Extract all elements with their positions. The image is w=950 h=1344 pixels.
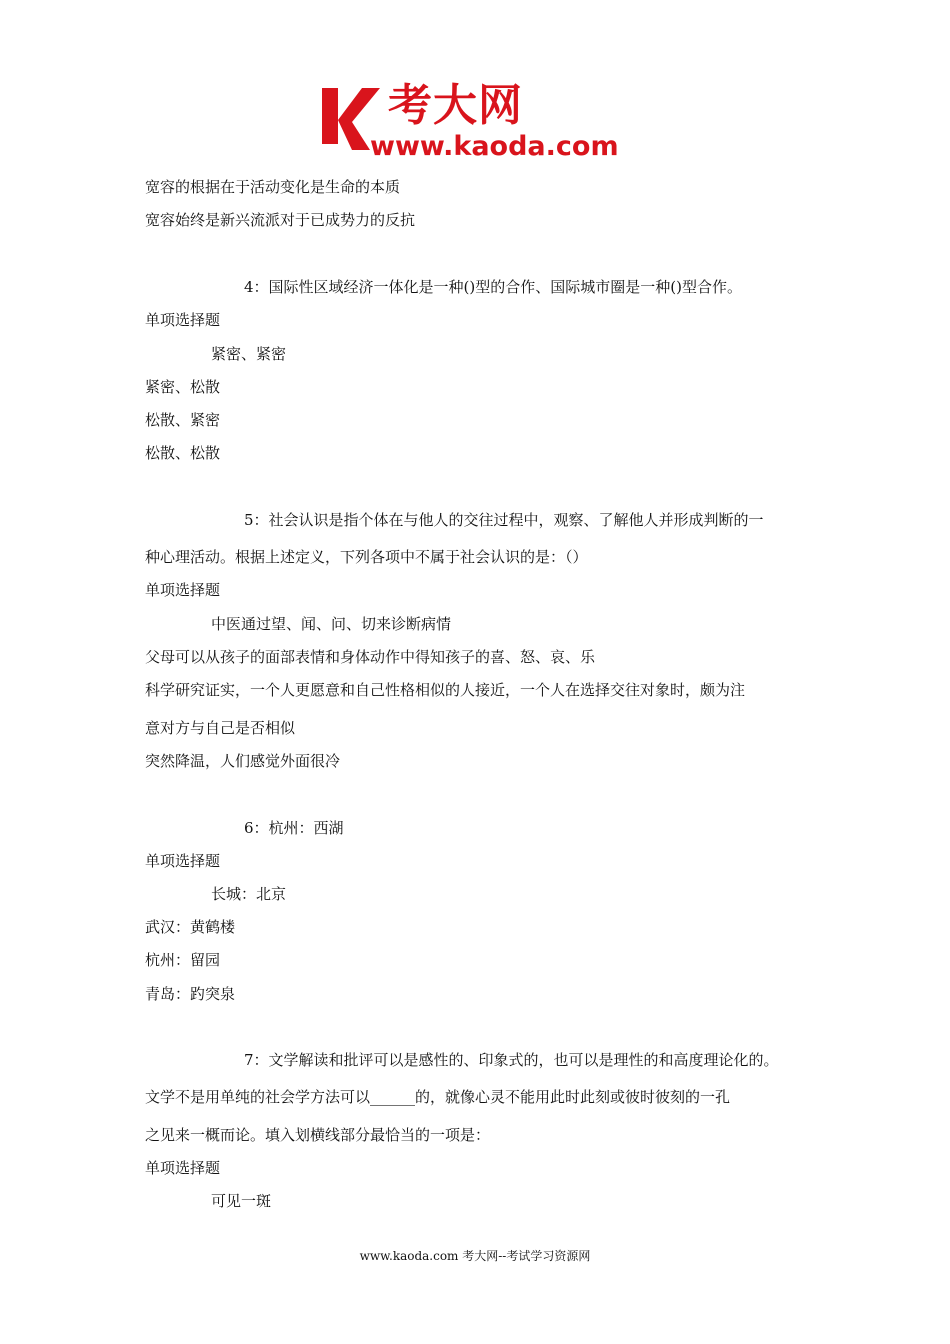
option-line: 杭州：留园 bbox=[145, 951, 221, 969]
question-type-label: 单项选择题 bbox=[145, 1159, 221, 1177]
option-line: 科学研究证实，一个人更愿意和自己性格相似的人接近，一个人在选择交往对象时，颇为注 bbox=[145, 681, 746, 699]
question-4-text: 4：国际性区域经济一体化是一种()型的合作、国际城市圈是一种()型合作。 bbox=[244, 278, 742, 296]
option-line: 突然降温，人们感觉外面很冷 bbox=[145, 752, 341, 770]
option-line: 可见一斑 bbox=[211, 1192, 272, 1210]
question-5-text-cont: 种心理活动。根据上述定义，下列各项中不属于社会认识的是：（） bbox=[145, 548, 588, 566]
option-line: 青岛：趵突泉 bbox=[145, 985, 236, 1003]
option-line: 松散、松散 bbox=[145, 444, 221, 462]
option-line: 松散、紧密 bbox=[145, 411, 221, 429]
logo-url-text: www.kaoda.com bbox=[370, 131, 619, 162]
option-line: 紧密、紧密 bbox=[211, 345, 287, 363]
question-7-text-cont: 之见来一概而论。填入划横线部分最恰当的一项是： bbox=[145, 1126, 491, 1144]
option-line: 宽容的根据在于活动变化是生命的本质 bbox=[145, 178, 401, 196]
question-6-text: 6：杭州：西湖 bbox=[244, 819, 344, 837]
question-7-text: 7：文学解读和批评可以是感性的、印象式的，也可以是理性的和高度理论化的。 bbox=[244, 1051, 779, 1069]
question-5-text: 5：社会认识是指个体在与他人的交往过程中，观察、了解他人并形成判断的一 bbox=[244, 511, 764, 529]
page-footer: www.kaoda.com 考大网--考试学习资源网 bbox=[359, 1249, 591, 1263]
option-line: 宽容始终是新兴流派对于已成势力的反抗 bbox=[145, 211, 416, 229]
question-7-text-cont: 文学不是用单纯的社会学方法可以______的，就像心灵不能用此时此刻或彼时彼刻的一孔 bbox=[145, 1088, 731, 1106]
logo-brand-text: 考大网 bbox=[388, 80, 523, 131]
option-line: 长城：北京 bbox=[211, 885, 287, 903]
question-type-label: 单项选择题 bbox=[145, 581, 221, 599]
option-line-cont: 意对方与自己是否相似 bbox=[145, 719, 296, 737]
question-type-label: 单项选择题 bbox=[145, 311, 221, 329]
option-line: 武汉：黄鹤楼 bbox=[145, 918, 236, 936]
option-line: 中医通过望、闻、问、切来诊断病情 bbox=[211, 615, 452, 633]
kaoda-logo bbox=[318, 82, 638, 162]
option-line: 父母可以从孩子的面部表情和身体动作中得知孩子的喜、怒、哀、乐 bbox=[145, 648, 596, 666]
option-line: 紧密、松散 bbox=[145, 378, 221, 396]
question-type-label: 单项选择题 bbox=[145, 852, 221, 870]
